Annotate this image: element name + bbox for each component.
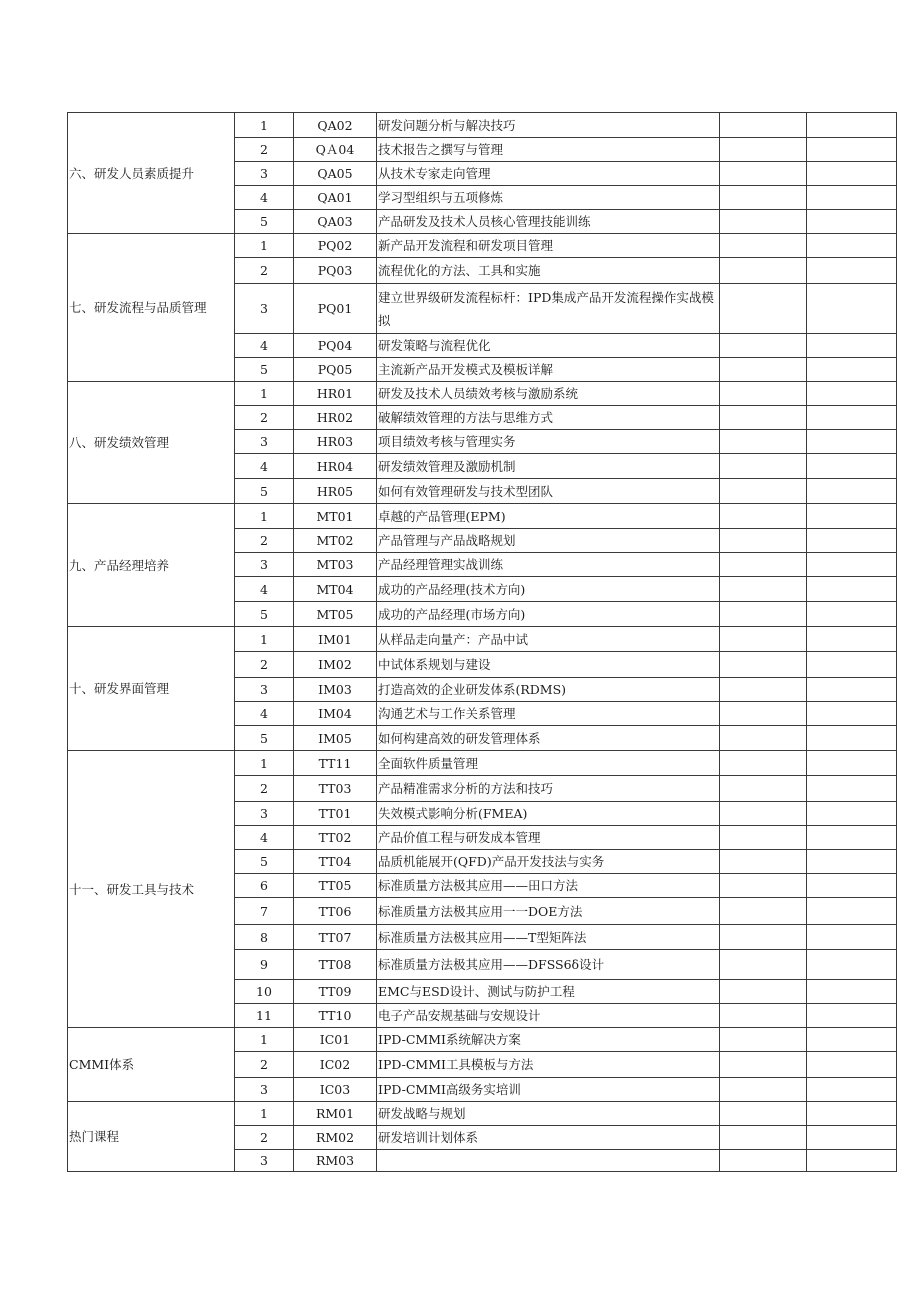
course-number-cell: 4 bbox=[235, 334, 294, 358]
course-number-cell: 2 bbox=[235, 258, 294, 284]
blank-cell-a bbox=[720, 382, 807, 406]
course-number-cell: 2 bbox=[235, 652, 294, 678]
blank-cell-a bbox=[720, 1078, 807, 1102]
blank-cell-b bbox=[807, 1004, 897, 1028]
blank-cell-b bbox=[807, 479, 897, 504]
course-number-cell: 3 bbox=[235, 1078, 294, 1102]
course-number-cell: 2 bbox=[235, 776, 294, 802]
course-number-cell: 4 bbox=[235, 577, 294, 602]
course-code-cell: HR05 bbox=[294, 479, 377, 504]
course-title-cell: 项目绩效考核与管理实务 bbox=[377, 430, 720, 454]
course-title-cell: 流程优化的方法、工具和实施 bbox=[377, 258, 720, 284]
blank-cell-b bbox=[807, 358, 897, 382]
blank-cell-b bbox=[807, 702, 897, 726]
course-number-cell: 6 bbox=[235, 874, 294, 898]
course-number-cell: 3 bbox=[235, 430, 294, 454]
course-table bbox=[67, 112, 897, 1172]
course-code-cell: TT10 bbox=[294, 1004, 377, 1028]
course-number-cell: 3 bbox=[235, 678, 294, 702]
course-code-cell: IC03 bbox=[294, 1078, 377, 1102]
course-code-cell: HR04 bbox=[294, 454, 377, 479]
course-code-cell: TT07 bbox=[294, 925, 377, 950]
course-number-cell: 3 bbox=[235, 162, 294, 186]
table-row bbox=[68, 1028, 897, 1052]
blank-cell-a bbox=[720, 430, 807, 454]
course-code-cell: HR03 bbox=[294, 430, 377, 454]
course-number-cell: 1 bbox=[235, 751, 294, 776]
course-title-cell: IPD-CMMI工具模板与方法 bbox=[377, 1052, 720, 1078]
blank-cell-b bbox=[807, 186, 897, 210]
course-number-cell: 2 bbox=[235, 138, 294, 162]
course-table-body bbox=[68, 113, 897, 1172]
course-code-cell: RM02 bbox=[294, 1126, 377, 1150]
blank-cell-b bbox=[807, 1052, 897, 1078]
course-title-cell: 标准质量方法极其应用——T型矩阵法 bbox=[377, 925, 720, 950]
blank-cell-a bbox=[720, 1028, 807, 1052]
course-number-cell: 1 bbox=[235, 234, 294, 258]
blank-cell-b bbox=[807, 726, 897, 751]
course-title-cell: 产品价值工程与研发成本管理 bbox=[377, 826, 720, 850]
category-cell: 六、研发人员素质提升 bbox=[68, 113, 235, 234]
course-code-cell: MT03 bbox=[294, 553, 377, 577]
course-code-cell: PQ02 bbox=[294, 234, 377, 258]
blank-cell-b bbox=[807, 898, 897, 925]
blank-cell-a bbox=[720, 627, 807, 652]
blank-cell-a bbox=[720, 258, 807, 284]
course-number-cell: 5 bbox=[235, 358, 294, 382]
course-title-cell: 研发策略与流程优化 bbox=[377, 334, 720, 358]
course-number-cell: 3 bbox=[235, 553, 294, 577]
course-number-cell: 3 bbox=[235, 1150, 294, 1172]
blank-cell-a bbox=[720, 406, 807, 430]
course-title-cell: 研发问题分析与解决技巧 bbox=[377, 113, 720, 138]
course-number-cell: 1 bbox=[235, 1028, 294, 1052]
table-row bbox=[68, 113, 897, 138]
course-title-cell: 电子产品安规基础与安规设计 bbox=[377, 1004, 720, 1028]
blank-cell-b bbox=[807, 678, 897, 702]
category-cell: CMMI体系 bbox=[68, 1028, 235, 1102]
course-code-cell: IM01 bbox=[294, 627, 377, 652]
course-number-cell: 1 bbox=[235, 113, 294, 138]
course-title-cell: 产品经理管理实战训练 bbox=[377, 553, 720, 577]
blank-cell-a bbox=[720, 826, 807, 850]
blank-cell-a bbox=[720, 726, 807, 751]
course-code-cell: MT05 bbox=[294, 602, 377, 627]
blank-cell-b bbox=[807, 406, 897, 430]
course-title-cell: 产品精准需求分析的方法和技巧 bbox=[377, 776, 720, 802]
category-cell: 七、研发流程与品质管理 bbox=[68, 234, 235, 382]
course-title-cell: 中试体系规划与建设 bbox=[377, 652, 720, 678]
course-number-cell: 11 bbox=[235, 1004, 294, 1028]
course-number-cell: 4 bbox=[235, 186, 294, 210]
blank-cell-a bbox=[720, 334, 807, 358]
course-code-cell: HR01 bbox=[294, 382, 377, 406]
blank-cell-a bbox=[720, 284, 807, 334]
course-number-cell: 5 bbox=[235, 479, 294, 504]
course-code-cell: PQ05 bbox=[294, 358, 377, 382]
course-number-cell: 5 bbox=[235, 850, 294, 874]
blank-cell-b bbox=[807, 874, 897, 898]
blank-cell-b bbox=[807, 802, 897, 826]
blank-cell-a bbox=[720, 751, 807, 776]
course-code-cell: MT04 bbox=[294, 577, 377, 602]
course-number-cell: 4 bbox=[235, 826, 294, 850]
blank-cell-b bbox=[807, 454, 897, 479]
course-number-cell: 2 bbox=[235, 406, 294, 430]
course-code-cell: IM03 bbox=[294, 678, 377, 702]
blank-cell-b bbox=[807, 382, 897, 406]
blank-cell-a bbox=[720, 113, 807, 138]
course-title-cell: 建立世界级研发流程标杆：IPD集成产品开发流程操作实战模拟 bbox=[377, 284, 720, 334]
blank-cell-b bbox=[807, 850, 897, 874]
course-title-cell: 研发培训计划体系 bbox=[377, 1126, 720, 1150]
course-title-cell: 产品管理与产品战略规划 bbox=[377, 529, 720, 553]
course-number-cell: 1 bbox=[235, 382, 294, 406]
course-code-cell: IM05 bbox=[294, 726, 377, 751]
course-title-cell: 主流新产品开发模式及模板详解 bbox=[377, 358, 720, 382]
blank-cell-a bbox=[720, 1004, 807, 1028]
course-number-cell: 3 bbox=[235, 284, 294, 334]
blank-cell-a bbox=[720, 162, 807, 186]
course-title-cell: 学习型组织与五项修炼 bbox=[377, 186, 720, 210]
blank-cell-b bbox=[807, 577, 897, 602]
course-number-cell: 2 bbox=[235, 1126, 294, 1150]
course-title-cell: 研发战略与规划 bbox=[377, 1102, 720, 1126]
course-code-cell: TT06 bbox=[294, 898, 377, 925]
course-code-cell: TT08 bbox=[294, 950, 377, 980]
course-title-cell: 成功的产品经理(技术方向) bbox=[377, 577, 720, 602]
course-code-cell: QＡ04 bbox=[294, 138, 377, 162]
course-title-cell: 沟通艺术与工作关系管理 bbox=[377, 702, 720, 726]
blank-cell-b bbox=[807, 234, 897, 258]
course-title-cell: 品质机能展开(QFD)产品开发技法与实务 bbox=[377, 850, 720, 874]
course-number-cell: 5 bbox=[235, 210, 294, 234]
blank-cell-b bbox=[807, 258, 897, 284]
course-code-cell: PQ01 bbox=[294, 284, 377, 334]
course-number-cell: 3 bbox=[235, 802, 294, 826]
category-cell: 九、产品经理培养 bbox=[68, 504, 235, 627]
blank-cell-a bbox=[720, 504, 807, 529]
course-code-cell: QA02 bbox=[294, 113, 377, 138]
course-code-cell: IC02 bbox=[294, 1052, 377, 1078]
course-number-cell: 5 bbox=[235, 602, 294, 627]
course-code-cell: PQ04 bbox=[294, 334, 377, 358]
course-title-cell: 打造高效的企业研发体系(RDMS) bbox=[377, 678, 720, 702]
blank-cell-b bbox=[807, 430, 897, 454]
blank-cell-a bbox=[720, 602, 807, 627]
course-code-cell: TT04 bbox=[294, 850, 377, 874]
course-number-cell: 9 bbox=[235, 950, 294, 980]
table-row bbox=[68, 234, 897, 258]
course-number-cell: 1 bbox=[235, 504, 294, 529]
blank-cell-a bbox=[720, 980, 807, 1004]
blank-cell-b bbox=[807, 162, 897, 186]
course-code-cell: MT01 bbox=[294, 504, 377, 529]
category-cell: 热门课程 bbox=[68, 1102, 235, 1172]
blank-cell-a bbox=[720, 529, 807, 553]
course-code-cell: QA05 bbox=[294, 162, 377, 186]
blank-cell-b bbox=[807, 950, 897, 980]
course-title-cell: 从样品走向量产：产品中试 bbox=[377, 627, 720, 652]
blank-cell-b bbox=[807, 284, 897, 334]
category-cell: 八、研发绩效管理 bbox=[68, 382, 235, 504]
blank-cell-b bbox=[807, 504, 897, 529]
blank-cell-b bbox=[807, 602, 897, 627]
table-row bbox=[68, 1102, 897, 1126]
blank-cell-b bbox=[807, 138, 897, 162]
blank-cell-b bbox=[807, 652, 897, 678]
blank-cell-b bbox=[807, 751, 897, 776]
course-number-cell: 10 bbox=[235, 980, 294, 1004]
blank-cell-a bbox=[720, 1102, 807, 1126]
blank-cell-a bbox=[720, 210, 807, 234]
course-title-cell: 标准质量方法极其应用一一DOE方法 bbox=[377, 898, 720, 925]
blank-cell-b bbox=[807, 529, 897, 553]
course-title-cell: 成功的产品经理(市场方向) bbox=[377, 602, 720, 627]
category-cell: 十一、研发工具与技术 bbox=[68, 751, 235, 1028]
table-row bbox=[68, 504, 897, 529]
course-title-cell: 标准质量方法极其应用——DFSS6δ设计 bbox=[377, 950, 720, 980]
course-code-cell: IC01 bbox=[294, 1028, 377, 1052]
course-title-cell: 如何有效管理研发与技术型团队 bbox=[377, 479, 720, 504]
blank-cell-a bbox=[720, 454, 807, 479]
blank-cell-b bbox=[807, 553, 897, 577]
blank-cell-b bbox=[807, 1102, 897, 1126]
table-row bbox=[68, 751, 897, 776]
blank-cell-a bbox=[720, 776, 807, 802]
blank-cell-b bbox=[807, 1150, 897, 1172]
course-code-cell: PQ03 bbox=[294, 258, 377, 284]
blank-cell-a bbox=[720, 702, 807, 726]
blank-cell-b bbox=[807, 925, 897, 950]
course-title-cell: 研发及技术人员绩效考核与激励系统 bbox=[377, 382, 720, 406]
blank-cell-a bbox=[720, 802, 807, 826]
course-title-cell: IPD-CMMI系统解决方案 bbox=[377, 1028, 720, 1052]
course-title-cell: 卓越的产品管理(EPM) bbox=[377, 504, 720, 529]
course-code-cell: RM03 bbox=[294, 1150, 377, 1172]
blank-cell-b bbox=[807, 1126, 897, 1150]
course-code-cell: IM02 bbox=[294, 652, 377, 678]
course-title-cell: IPD-CMMI高级务实培训 bbox=[377, 1078, 720, 1102]
course-code-cell: TT01 bbox=[294, 802, 377, 826]
course-code-cell: MT02 bbox=[294, 529, 377, 553]
course-code-cell: IM04 bbox=[294, 702, 377, 726]
course-title-cell: 产品研发及技术人员核心管理技能训练 bbox=[377, 210, 720, 234]
course-code-cell: TT09 bbox=[294, 980, 377, 1004]
blank-cell-b bbox=[807, 210, 897, 234]
course-title-cell: 标准质量方法极其应用——田口方法 bbox=[377, 874, 720, 898]
course-number-cell: 1 bbox=[235, 1102, 294, 1126]
course-number-cell: 4 bbox=[235, 454, 294, 479]
course-code-cell: HR02 bbox=[294, 406, 377, 430]
blank-cell-b bbox=[807, 776, 897, 802]
blank-cell-a bbox=[720, 358, 807, 382]
course-title-cell bbox=[377, 1150, 720, 1172]
course-title-cell: 全面软件质量管理 bbox=[377, 751, 720, 776]
blank-cell-b bbox=[807, 113, 897, 138]
course-number-cell: 4 bbox=[235, 702, 294, 726]
table-row bbox=[68, 382, 897, 406]
blank-cell-a bbox=[720, 898, 807, 925]
blank-cell-b bbox=[807, 627, 897, 652]
blank-cell-a bbox=[720, 138, 807, 162]
course-number-cell: 5 bbox=[235, 726, 294, 751]
course-number-cell: 8 bbox=[235, 925, 294, 950]
course-title-cell: 技术报告之撰写与管理 bbox=[377, 138, 720, 162]
blank-cell-a bbox=[720, 874, 807, 898]
table-row bbox=[68, 627, 897, 652]
course-code-cell: QA03 bbox=[294, 210, 377, 234]
category-cell: 十、研发界面管理 bbox=[68, 627, 235, 751]
course-number-cell: 7 bbox=[235, 898, 294, 925]
course-title-cell: 新产品开发流程和研发项目管理 bbox=[377, 234, 720, 258]
course-number-cell: 1 bbox=[235, 627, 294, 652]
course-number-cell: 2 bbox=[235, 1052, 294, 1078]
course-code-cell: TT05 bbox=[294, 874, 377, 898]
course-number-cell: 2 bbox=[235, 529, 294, 553]
blank-cell-a bbox=[720, 1052, 807, 1078]
blank-cell-b bbox=[807, 1028, 897, 1052]
blank-cell-a bbox=[720, 234, 807, 258]
blank-cell-a bbox=[720, 479, 807, 504]
course-code-cell: TT02 bbox=[294, 826, 377, 850]
course-code-cell: TT11 bbox=[294, 751, 377, 776]
blank-cell-a bbox=[720, 1126, 807, 1150]
blank-cell-b bbox=[807, 826, 897, 850]
course-title-cell: 如何构建高效的研发管理体系 bbox=[377, 726, 720, 751]
blank-cell-b bbox=[807, 334, 897, 358]
blank-cell-a bbox=[720, 925, 807, 950]
blank-cell-a bbox=[720, 186, 807, 210]
course-code-cell: TT03 bbox=[294, 776, 377, 802]
blank-cell-a bbox=[720, 652, 807, 678]
blank-cell-b bbox=[807, 1078, 897, 1102]
course-code-cell: QA01 bbox=[294, 186, 377, 210]
course-title-cell: 失效模式影响分析(FMEA) bbox=[377, 802, 720, 826]
course-title-cell: EMC与ESD设计、测试与防护工程 bbox=[377, 980, 720, 1004]
course-title-cell: 研发绩效管理及激励机制 bbox=[377, 454, 720, 479]
blank-cell-a bbox=[720, 850, 807, 874]
course-title-cell: 从技术专家走向管理 bbox=[377, 162, 720, 186]
blank-cell-a bbox=[720, 1150, 807, 1172]
blank-cell-a bbox=[720, 950, 807, 980]
blank-cell-a bbox=[720, 577, 807, 602]
blank-cell-b bbox=[807, 980, 897, 1004]
course-code-cell: RM01 bbox=[294, 1102, 377, 1126]
blank-cell-a bbox=[720, 553, 807, 577]
blank-cell-a bbox=[720, 678, 807, 702]
course-title-cell: 破解绩效管理的方法与思维方式 bbox=[377, 406, 720, 430]
